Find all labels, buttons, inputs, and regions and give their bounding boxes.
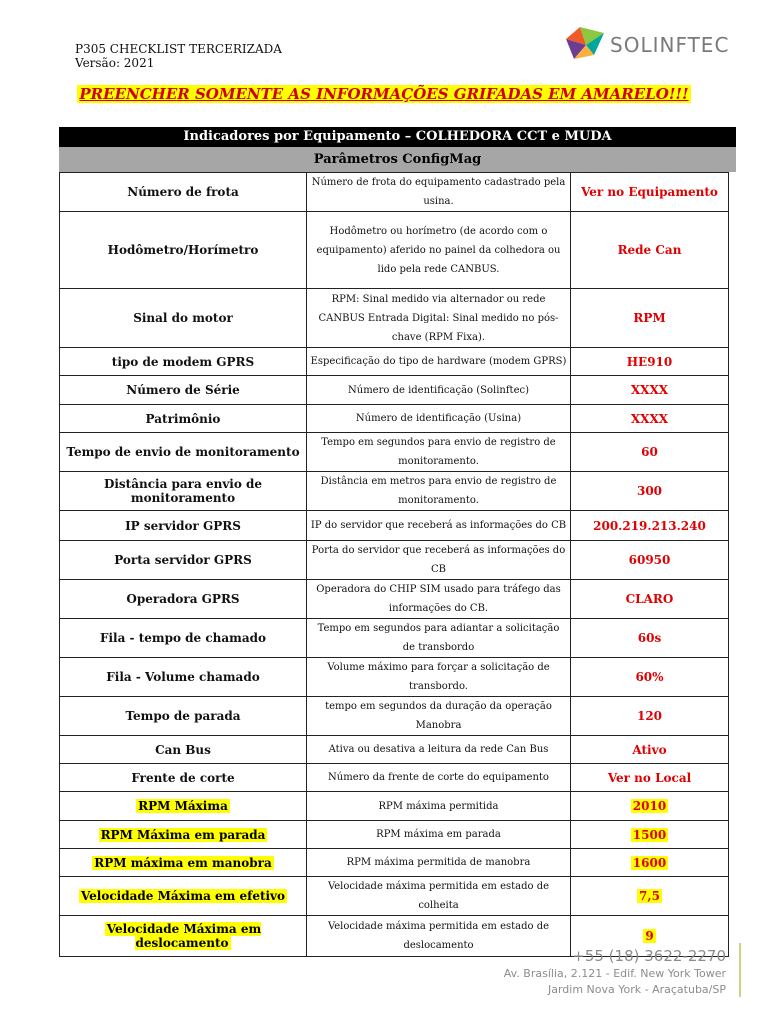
parameter-name: Número de Série	[126, 383, 240, 397]
document-title: P305 CHECKLIST TERCERIZADA	[75, 42, 282, 56]
parameter-description: RPM: Sinal medido via alternador ou rede CANBUS Entrada Digital: Sinal medido no pós-chave (RPM Fixa).	[307, 289, 571, 348]
parameter-name-cell	[60, 511, 307, 541]
parameter-value: 60	[641, 445, 658, 459]
parameter-value-cell	[571, 173, 729, 212]
parameter-description: Especificação do tipo de hardware (modem GPRS)	[307, 348, 571, 376]
parameter-value: 1500	[632, 827, 667, 842]
parameter-description: Número da frente de corte do equipamento	[307, 764, 571, 792]
parameter-name: Fila - tempo de chamado	[99, 631, 267, 645]
parameter-value: 300	[636, 484, 663, 498]
parameter-value-cell	[571, 736, 729, 764]
parameter-name: RPM Máxima	[138, 799, 228, 813]
parameter-name: Operadora GPRS	[126, 592, 240, 606]
table-row	[60, 405, 729, 433]
parameter-name-cell	[60, 849, 307, 877]
parameter-value: 1600	[632, 855, 667, 870]
parameter-value-cell	[571, 511, 729, 541]
parameter-description: Hodômetro ou horímetro (de acordo com o equipamento) aferido no painel da colhedora ou lido pela rede CANBUS.	[307, 212, 571, 289]
parameter-value: 60s	[637, 631, 662, 645]
parameter-name-cell	[60, 289, 307, 348]
parameter-name: Porta servidor GPRS	[114, 553, 252, 567]
logo-text: SOLINFTEC	[610, 33, 730, 57]
parameter-name: tipo de modem GPRS	[111, 354, 255, 369]
parameter-value-cell	[571, 877, 729, 916]
parameter-name: Velocidade Máxima em deslocamento	[106, 922, 262, 950]
footer-phone: +55 (18) 3622-2270	[572, 947, 726, 965]
parameter-name-cell	[60, 658, 307, 697]
parameter-value-cell	[571, 212, 729, 289]
parameters-table	[59, 172, 729, 957]
parameter-name-cell	[60, 697, 307, 736]
contact-footer	[504, 946, 726, 998]
parameter-value: CLARO	[625, 592, 674, 606]
table-row	[60, 697, 729, 736]
parameter-description: Velocidade máxima permitida em estado de colheita	[307, 877, 571, 916]
parameter-name-cell	[60, 405, 307, 433]
parameter-name: Tempo de envio de monitoramento	[66, 445, 300, 459]
table-row	[60, 511, 729, 541]
parameter-value: Ativo	[632, 742, 667, 757]
parameter-name-cell	[60, 433, 307, 472]
table-row	[60, 580, 729, 619]
parameter-name-cell	[60, 619, 307, 658]
parameter-name: Velocidade Máxima em efetivo	[80, 889, 286, 903]
parameter-description: Operadora do CHIP SIM usado para tráfego das informações do CB.	[307, 580, 571, 619]
parameter-name: Número de frota	[127, 185, 239, 199]
table-row	[60, 877, 729, 916]
logo-mark-icon	[564, 25, 608, 61]
footer-address-line1: Av. Brasília, 2.121 - Edif. New York Tower	[503, 967, 726, 980]
parameter-description: Velocidade máxima permitida em estado de deslocamento	[307, 916, 571, 957]
parameter-name-cell	[60, 173, 307, 212]
table-row	[60, 619, 729, 658]
parameter-value-cell	[571, 821, 729, 849]
table-row	[60, 173, 729, 212]
parameter-name-cell	[60, 541, 307, 580]
parameter-value: XXXX	[630, 383, 669, 397]
parameter-value-cell	[571, 289, 729, 348]
parameter-value: 120	[636, 709, 663, 723]
parameter-value: Ver no Equipamento	[581, 185, 718, 199]
parameter-description: Ativa ou desativa a leitura da rede Can Bus	[307, 736, 571, 764]
table-row	[60, 348, 729, 376]
table-row	[60, 289, 729, 348]
table-row	[60, 658, 729, 697]
parameter-description: Número de frota do equipamento cadastrado pela usina.	[307, 173, 571, 212]
parameter-value: RPM	[633, 311, 666, 325]
table-row	[60, 376, 729, 405]
parameter-description: Tempo em segundos para envio de registro de monitoramento.	[307, 433, 571, 472]
solinftec-logo	[564, 25, 744, 65]
parameter-value-cell	[571, 849, 729, 877]
parameter-value: Ver no Local	[607, 770, 692, 785]
table-row	[60, 541, 729, 580]
parameter-value-cell	[571, 433, 729, 472]
footer-address-line2: Jardim Nova York - Araçatuba/SP	[547, 983, 726, 996]
parameter-name-cell	[60, 792, 307, 821]
parameter-value: 7,5	[639, 889, 660, 903]
document-version: Versão: 2021	[75, 56, 155, 70]
parameter-description: Tempo em segundos para adiantar a solicitação de transbordo	[307, 619, 571, 658]
parameter-name-cell	[60, 821, 307, 849]
parameter-name: Can Bus	[155, 742, 211, 757]
parameter-value-cell	[571, 619, 729, 658]
table-row	[60, 792, 729, 821]
parameter-name: Tempo de parada	[125, 709, 241, 723]
parameter-name-cell	[60, 212, 307, 289]
parameter-value-cell	[571, 697, 729, 736]
table-row	[60, 433, 729, 472]
table-row	[60, 472, 729, 511]
parameter-value-cell	[571, 580, 729, 619]
parameter-description: RPM máxima permitida	[307, 792, 571, 821]
parameter-name: Distância para envio de monitoramento	[103, 477, 263, 505]
parameter-name: Fila - Volume chamado	[106, 670, 260, 684]
parameter-value: 200.219.213.240	[593, 518, 706, 533]
parameter-value: HE910	[626, 354, 673, 369]
parameter-name-cell	[60, 736, 307, 764]
parameter-name-cell	[60, 916, 307, 957]
table-row	[60, 764, 729, 792]
footer-divider	[739, 943, 741, 997]
parameter-description: Porta do servidor que receberá as informações do CB	[307, 541, 571, 580]
parameter-value-cell	[571, 405, 729, 433]
parameter-value: 60%	[635, 670, 664, 684]
parameter-name: Hodômetro/Horímetro	[107, 243, 259, 257]
parameter-value: 9	[645, 929, 654, 943]
document-header	[75, 42, 282, 70]
parameter-value-cell	[571, 764, 729, 792]
table-row	[60, 212, 729, 289]
parameter-name-cell	[60, 580, 307, 619]
parameter-description: Volume máximo para forçar a solicitação de transbordo.	[307, 658, 571, 697]
parameter-name-cell	[60, 472, 307, 511]
parameter-name: Frente de corte	[131, 770, 235, 785]
parameter-description: RPM máxima permitida de manobra	[307, 849, 571, 877]
parameter-value-cell	[571, 541, 729, 580]
parameter-name: RPM máxima em manobra	[94, 855, 272, 870]
parameter-description: RPM máxima em parada	[307, 821, 571, 849]
parameter-description: Número de identificação (Solinftec)	[307, 376, 571, 405]
parameter-description: tempo em segundos da duração da operação Manobra	[307, 697, 571, 736]
parameter-value-cell	[571, 472, 729, 511]
parameter-description: Número de identificação (Usina)	[307, 405, 571, 433]
parameter-name-cell	[60, 764, 307, 792]
parameter-name: Patrimônio	[145, 411, 221, 426]
parameter-value: Rede Can	[617, 243, 682, 257]
fill-instruction: PREENCHER SOMENTE AS INFORMAÇÕES GRIFADAS EM AMARELO!!!	[79, 85, 689, 103]
parameter-description: IP do servidor que receberá as informações do CB	[307, 511, 571, 541]
parameter-name: IP servidor GPRS	[125, 518, 241, 533]
parameter-name-cell	[60, 376, 307, 405]
parameter-value: XXXX	[630, 411, 669, 426]
parameter-description: Distância em metros para envio de registro de monitoramento.	[307, 472, 571, 511]
parameter-value-cell	[571, 658, 729, 697]
parameter-name: RPM Máxima em parada	[100, 827, 266, 842]
parameter-value: 60950	[628, 553, 671, 567]
parameter-value-cell	[571, 376, 729, 405]
table-subtitle: Parâmetros ConfigMag	[59, 147, 736, 172]
table-row	[60, 849, 729, 877]
parameter-value-cell	[571, 348, 729, 376]
table-title: Indicadores por Equipamento – COLHEDORA CCT e MUDA	[59, 127, 736, 147]
parameter-name-cell	[60, 348, 307, 376]
parameter-value-cell	[571, 792, 729, 821]
parameter-name-cell	[60, 877, 307, 916]
parameter-value: 2010	[632, 799, 667, 813]
table-row	[60, 736, 729, 764]
table-row	[60, 821, 729, 849]
parameter-name: Sinal do motor	[133, 311, 233, 325]
